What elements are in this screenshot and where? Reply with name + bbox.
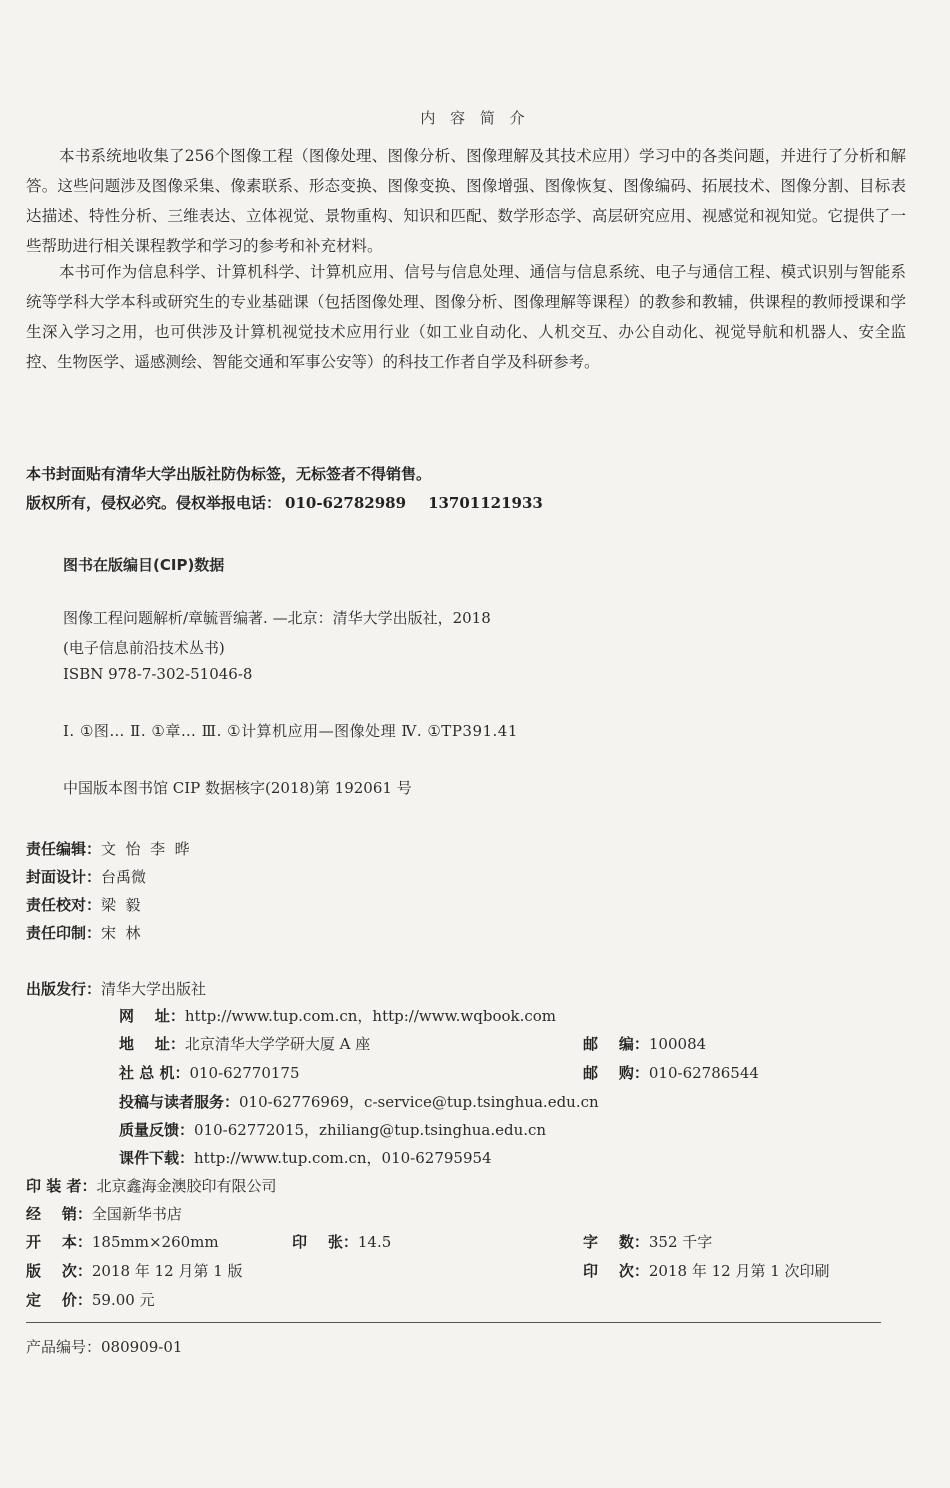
switchboard-label: 社 总 机：: [119, 1064, 190, 1082]
cip-entry: 图像工程问题解析/章毓晋编著. —北京：清华大学出版社，2018: [63, 609, 491, 627]
cip-series: (电子信息前沿技术丛书): [63, 639, 225, 657]
editor-label: 责任编辑：: [26, 840, 102, 858]
zip-value: 100084: [648, 1035, 707, 1053]
courseware-row: [119, 1147, 492, 1168]
publisher-row: [26, 978, 206, 999]
report-phone-1: 010-62782989: [285, 494, 407, 512]
format-label: 开 本：: [26, 1233, 92, 1251]
product-code-value: 080909-01: [101, 1338, 183, 1356]
proofreader-value: 梁 毅: [101, 896, 141, 914]
intro-text-2: 本书可作为信息科学、计算机科学、计算机应用、信号与信息处理、通信与信息系统、电子与通信工程、模式识别与智能系统等学科大学本科或研究生的专业基础课（包括图像处理、图像分析、图像理解等课程）的教参和教辅，供课程的教师授课和学生深入学习之用，也可供涉及计算机视觉技术应用行业（如工业自动化、人机交互、办公自动化、视觉导航和机器人、安全监控、生物医学、遥感测绘、智能交通和军事公安等）的科技工作者自学及科研参考。: [26, 263, 906, 371]
quality-feedback-value: 010-62772015，zhiliang@tup.tsinghua.edu.cn: [194, 1121, 547, 1139]
zip-label: 邮 编：: [583, 1035, 649, 1053]
print-manager-row: [26, 922, 141, 943]
format-value: 185mm×260mm: [91, 1233, 219, 1251]
printer-value: 北京鑫海金澳胶印有限公司: [96, 1177, 277, 1195]
sheets-value: 14.5: [357, 1233, 392, 1251]
zip-row: [583, 1033, 706, 1054]
proofreader-label: 责任校对：: [26, 896, 102, 914]
edition-row: [26, 1260, 243, 1281]
copyright-notice: [26, 492, 543, 513]
quality-feedback-label: 质量反馈：: [119, 1121, 195, 1139]
cip-title: 图书在版编目(CIP)数据: [63, 556, 225, 574]
intro-paragraph-1: [26, 141, 906, 261]
anti-counterfeit-notice: 本书封面贴有清华大学出版社防伪标签，无标签者不得销售。: [26, 465, 432, 483]
address-row: [119, 1033, 370, 1054]
reader-service-label: 投稿与读者服务：: [119, 1093, 240, 1111]
cover-designer-row: [26, 866, 146, 887]
reader-service-row: [119, 1091, 599, 1112]
cover-designer-value: 台禹微: [101, 868, 147, 886]
cip-classification: Ⅰ. ①图… Ⅱ. ①章… Ⅲ. ①计算机应用—图像处理 Ⅳ. ①TP391.41: [63, 722, 518, 740]
price-row: [26, 1289, 155, 1310]
distributor-label: 经 销：: [26, 1205, 92, 1223]
courseware-value: http://www.tup.com.cn，010-62795954: [194, 1149, 492, 1167]
section-title: 内 容 简 介: [420, 109, 530, 127]
sheets-label: 印 张：: [292, 1233, 358, 1251]
cip-record-number: 中国版本图书馆 CIP 数据核字(2018)第 192061 号: [63, 779, 412, 797]
divider-line: [26, 1322, 881, 1323]
website-label: 网 址：: [119, 1007, 185, 1025]
word-count-row: [583, 1231, 712, 1252]
word-count-label: 字 数：: [583, 1233, 649, 1251]
printer-label: 印 装 者：: [26, 1177, 97, 1195]
word-count-value: 352 千字: [648, 1233, 713, 1251]
quality-feedback-row: [119, 1119, 546, 1140]
address-label: 地 址：: [119, 1035, 185, 1053]
printing-row: [583, 1260, 830, 1281]
publisher-value: 清华大学出版社: [101, 980, 207, 998]
reader-service-value: 010-62776969，c-service@tup.tsinghua.edu.cn: [239, 1093, 599, 1111]
switchboard-value: 010-62770175: [189, 1064, 300, 1082]
intro-paragraph-2: [26, 257, 906, 377]
mail-order-label: 邮 购：: [583, 1064, 649, 1082]
editor-value: 文 怡 李 晔: [101, 840, 190, 858]
proofreader-row: [26, 894, 141, 915]
address-value: 北京清华大学学研大厦 A 座: [184, 1035, 371, 1053]
cip-isbn: ISBN 978-7-302-51046-8: [63, 665, 253, 683]
printer-row: [26, 1175, 276, 1196]
print-manager-label: 责任印制：: [26, 924, 102, 942]
copyright-text: 版权所有，侵权必究。侵权举报电话：: [26, 494, 282, 512]
printing-label: 印 次：: [583, 1262, 649, 1280]
editor-row: [26, 838, 190, 859]
switchboard-row: [119, 1062, 300, 1083]
website-value: http://www.tup.com.cn，http://www.wqbook.com: [184, 1007, 557, 1025]
cover-designer-label: 封面设计：: [26, 868, 102, 886]
publisher-label: 出版发行：: [26, 980, 102, 998]
distributor-row: [26, 1203, 182, 1224]
report-phone-2: 13701121933: [428, 494, 543, 512]
mail-order-row: [583, 1062, 759, 1083]
product-code-row: [26, 1336, 182, 1357]
distributor-value: 全国新华书店: [91, 1205, 182, 1223]
printing-value: 2018 年 12 月第 1 次印刷: [648, 1262, 830, 1280]
intro-text-1: 本书系统地收集了256个图像工程（图像处理、图像分析、图像理解及其技术应用）学习中的各类问题，并进行了分析和解答。这些问题涉及图像采集、像素联系、形态变换、图像变换、图像增强、图像恢复、图像编码、拓展技术、图像分割、目标表达描述、特性分析、三维表达、立体视觉、景物重构、知识和匹配、数学形态学、高层研究应用、视感觉和视知觉。它提供了一些帮助进行相关课程教学和学习的参考和补充材料。: [26, 147, 906, 255]
price-label: 定 价：: [26, 1291, 92, 1309]
edition-value: 2018 年 12 月第 1 版: [91, 1262, 243, 1280]
website-row: [119, 1005, 556, 1026]
sheets-row: [292, 1231, 391, 1252]
courseware-label: 课件下载：: [119, 1149, 195, 1167]
mail-order-value: 010-62786544: [648, 1064, 759, 1082]
edition-label: 版 次：: [26, 1262, 92, 1280]
product-code-label: 产品编号：: [26, 1338, 102, 1356]
print-manager-value: 宋 林: [101, 924, 141, 942]
format-row: [26, 1231, 219, 1252]
price-value: 59.00 元: [91, 1291, 155, 1309]
